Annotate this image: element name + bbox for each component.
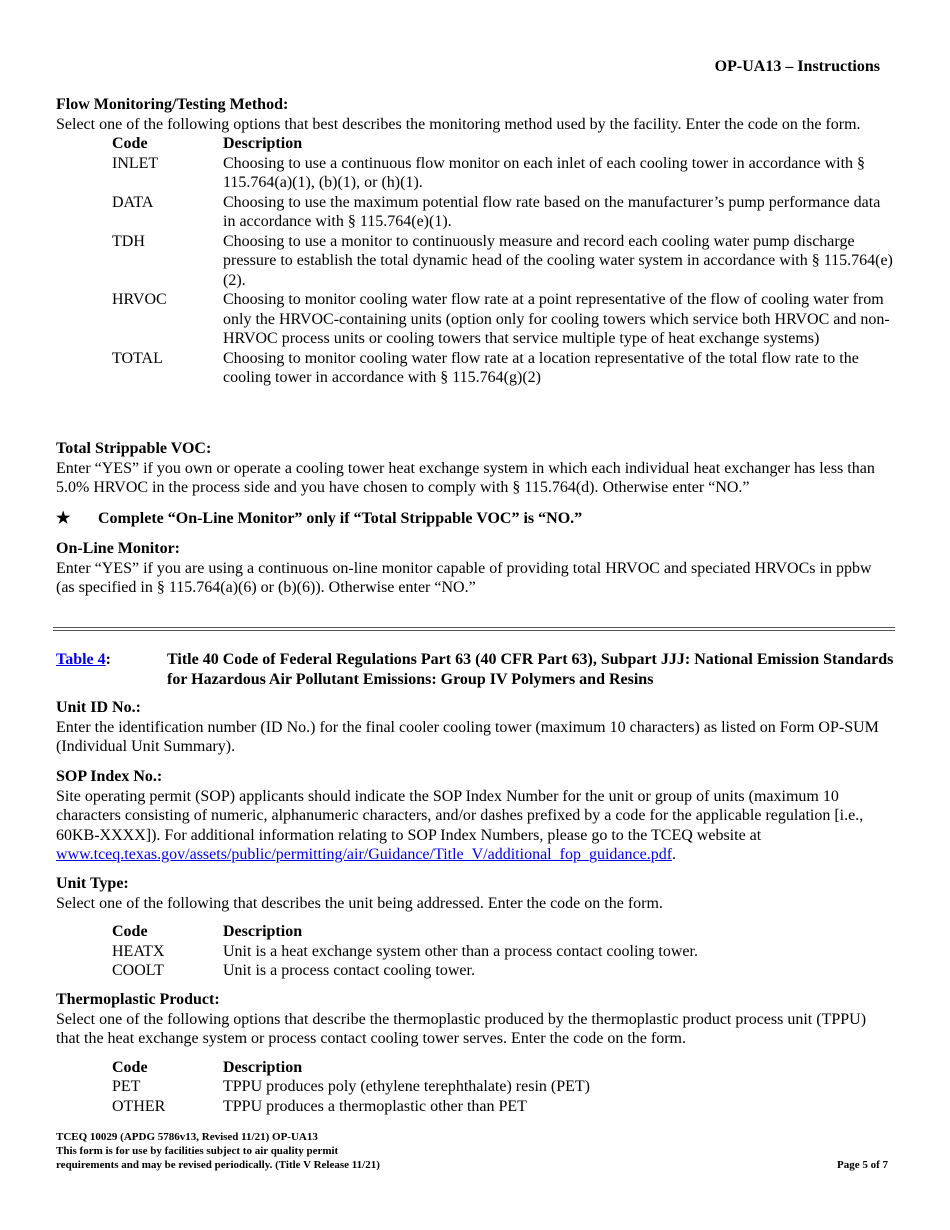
description-column-header: Description bbox=[223, 135, 303, 152]
star-icon: ★ bbox=[56, 510, 71, 527]
table-row bbox=[112, 961, 698, 981]
code-cell: INLET bbox=[112, 154, 159, 172]
conditional-note bbox=[56, 509, 894, 529]
table-row bbox=[112, 1097, 590, 1117]
table-row bbox=[112, 193, 894, 232]
description-cell: Choosing to monitor cooling water flow rate at a point representative of the flow of cooling water from only the HRVOC-containing units (option only for cooling towers which service both HRVOC and non-HRVOC process units or cooling towers that service multiple type of heat exchange systems) bbox=[223, 291, 890, 347]
flow-monitoring-heading: Flow Monitoring/Testing Method: bbox=[56, 96, 289, 113]
footer-usage-note: This form is for use by facilities subject to air quality permit bbox=[56, 1145, 339, 1157]
flow-code-table bbox=[112, 134, 894, 388]
thermoplastic-section bbox=[56, 990, 894, 1116]
description-cell: Choosing to use a monitor to continuously measure and record each cooling water pump discharge pressure to establish the total dynamic head of the cooling water system in accordance with § 115.764(e)(2). bbox=[223, 232, 893, 289]
conditional-note-text: Complete “On-Line Monitor” only if “Total Strippable VOC” is “NO.” bbox=[98, 510, 583, 527]
thermoplastic-code-table bbox=[112, 1058, 894, 1117]
description-cell: Unit is a process contact cooling tower. bbox=[223, 962, 475, 979]
section-divider bbox=[53, 627, 895, 631]
code-column-header: Code bbox=[112, 135, 148, 152]
code-cell: COOLT bbox=[112, 962, 164, 979]
strippable-voc-text: Enter “YES” if you own or operate a cooling tower heat exchange system in which each individual heat exchanger has less than 5.0% HRVOC in the process side and you have chosen to comply with § 115.764(d). Otherwise enter “NO.” bbox=[56, 459, 875, 496]
table4-colon: : bbox=[105, 651, 111, 668]
unit-id-text: Enter the identification number (ID No.) for the final cooler cooling tower (maximum 10 characters) as listed on Form OP-SUM (Individual Unit Summary). bbox=[56, 718, 879, 755]
description-cell: TPPU produces poly (ethylene terephthalate) resin (PET) bbox=[223, 1078, 590, 1095]
unit-id-heading: Unit ID No.: bbox=[56, 699, 141, 716]
description-cell: Choosing to use a continuous flow monitor on each inlet of each cooling tower in accordance with § 115.764(a)(1), (b)(1), or (h)(1). bbox=[223, 154, 866, 191]
description-cell: Choosing to monitor cooling water flow rate at a location representative of the total flow rate to the cooling tower in accordance with § 115.764(g)(2) bbox=[223, 349, 859, 386]
table-row bbox=[112, 290, 894, 349]
table-row bbox=[112, 349, 894, 388]
thermoplastic-intro: Select one of the following options that describe the thermoplastic produced by the thermoplastic product process unit (TPPU) that the heat exchange system or process contact cooling tower serves. Enter the code on the form. bbox=[56, 1010, 867, 1047]
sop-index-body: Site operating permit (SOP) applicants should indicate the SOP Index Number for the unit or group of units (maximum 10 characters consisting of numeric, alphanumeric characters, and/or dashes prefixed by a code for the applicable regulation [i.e., 60KB-XXXX]). For additional information relating to SOP Index Numbers, please go to the TCEQ website at bbox=[56, 787, 864, 844]
table4-link[interactable]: Table 4 bbox=[56, 651, 106, 668]
code-cell: PET bbox=[112, 1078, 141, 1095]
table4-title: Title 40 Code of Federal Regulations Part 63 (40 CFR Part 63), Subpart JJJ: National Emission Standards for Hazardous Air Pollutant Emissions: Group IV Polymers and Resins bbox=[167, 651, 894, 688]
thermoplastic-heading: Thermoplastic Product: bbox=[56, 991, 220, 1008]
sop-index-end: . bbox=[672, 846, 677, 863]
flow-monitoring-section bbox=[56, 95, 894, 388]
unit-type-heading: Unit Type: bbox=[56, 875, 129, 892]
table-row bbox=[112, 154, 894, 193]
description-column-header: Description bbox=[223, 923, 303, 940]
sop-index-heading: SOP Index No.: bbox=[56, 768, 163, 785]
table-row bbox=[112, 1077, 590, 1097]
sop-index-text bbox=[56, 787, 894, 865]
table-row bbox=[112, 942, 698, 962]
unit-id-section bbox=[56, 698, 894, 757]
strippable-voc-heading: Total Strippable VOC: bbox=[56, 440, 212, 457]
code-cell: TDH bbox=[112, 232, 145, 250]
code-cell: TOTAL bbox=[112, 349, 163, 367]
online-monitor-heading: On-Line Monitor: bbox=[56, 540, 180, 557]
unit-type-intro: Select one of the following that describes the unit being addressed. Enter the code on the form. bbox=[56, 894, 663, 912]
page-header-title: OP-UA13 – Instructions bbox=[714, 58, 880, 75]
footer-revision-note: requirements and may be revised periodically. (Title V Release 11/21) bbox=[56, 1159, 380, 1171]
unit-type-code-table bbox=[112, 922, 894, 981]
code-cell: HRVOC bbox=[112, 291, 167, 308]
description-cell: TPPU produces a thermoplastic other than PET bbox=[223, 1097, 527, 1115]
table4-heading bbox=[56, 650, 894, 689]
footer-form-id: TCEQ 10029 (APDG 5786v13, Revised 11/21) OP-UA13 bbox=[56, 1131, 318, 1143]
online-monitor-text: Enter “YES” if you are using a continuous on-line monitor capable of providing total HRVOC and speciated HRVOCs in ppbw (as specified in § 115.764(a)(6) or (b)(6)). Otherwise enter “NO.” bbox=[56, 559, 872, 596]
code-cell: HEATX bbox=[112, 942, 165, 960]
flow-monitoring-intro: Select one of the following options that best describes the monitoring method used by the facility. Enter the code on the form. bbox=[56, 115, 861, 133]
strippable-voc-section bbox=[56, 439, 894, 498]
code-column-header: Code bbox=[112, 923, 148, 940]
table-row bbox=[112, 232, 894, 291]
sop-index-section bbox=[56, 767, 894, 865]
tceq-guidance-link[interactable]: www.tceq.texas.gov/assets/public/permitting/air/Guidance/Title_V/additional_fop_guidance.pdf bbox=[56, 846, 673, 863]
code-cell: DATA bbox=[112, 193, 154, 211]
code-column-header: Code bbox=[112, 1058, 148, 1076]
description-cell: Choosing to use the maximum potential flow rate based on the manufacturer’s pump performance data in accordance with § 115.764(e)(1). bbox=[223, 193, 881, 230]
description-cell: Unit is a heat exchange system other than a process contact cooling tower. bbox=[223, 942, 698, 960]
unit-type-section bbox=[56, 874, 894, 981]
code-cell: OTHER bbox=[112, 1097, 166, 1115]
page-footer bbox=[56, 1130, 888, 1172]
page-number: Page 5 of 7 bbox=[836, 1159, 888, 1171]
online-monitor-section bbox=[56, 539, 894, 598]
description-column-header: Description bbox=[223, 1058, 303, 1076]
